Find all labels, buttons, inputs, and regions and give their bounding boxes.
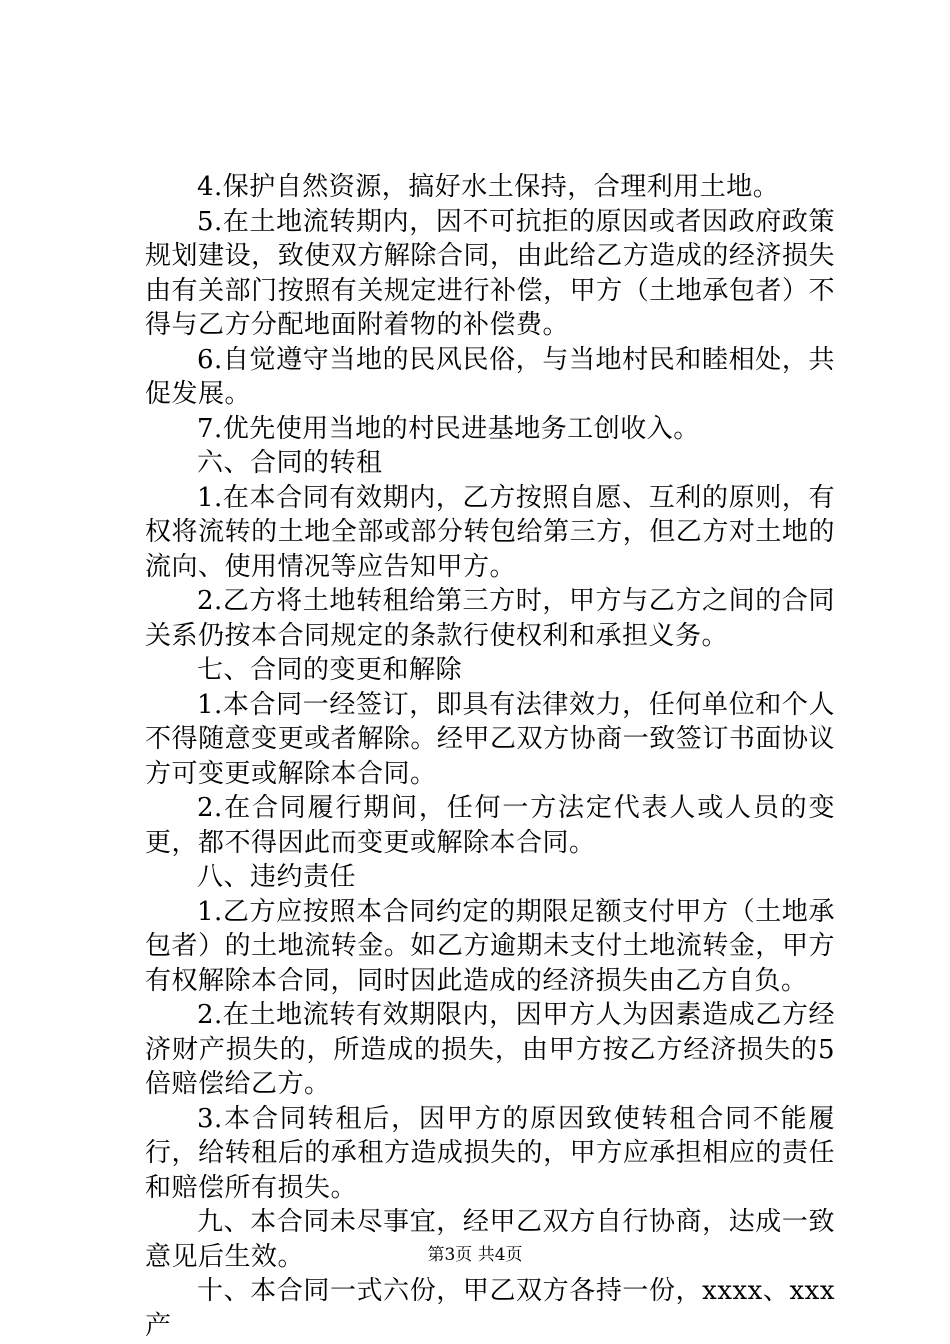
paragraph-breach-1: 1.乙方应按照本合同约定的期限足额支付甲方（土地承包者）的土地流转金。如乙方逾期未支付土地流转金，甲方有权解除本合同，同时因此造成的经济损失由乙方自负。	[145, 896, 835, 996]
paragraph-change-1: 1.本合同一经签订，即具有法律效力，任何单位和个人不得随意变更或者解除。经甲乙双方协商一致签订书面协议方可变更或解除本合同。	[145, 689, 835, 789]
document-body	[145, 170, 835, 1343]
paragraph-item-7: 7.优先使用当地的村民进基地务工创收入。	[197, 413, 700, 444]
paragraph-item-5: 5.在土地流转期内，因不可抗拒的原因或者因政府政策规划建设，致使双方解除合同，由此给乙方造成的经济损失由有关部门按照有关规定进行补偿，甲方（土地承包者）不得与乙方分配地面附着物的补偿费。	[145, 206, 835, 340]
paragraph-change-2: 2.在合同履行期间，任何一方法定代表人或人员的变更，都不得因此而变更或解除本合同。	[145, 793, 835, 858]
paragraph-breach-2: 2.在土地流转有效期限内，因甲方人为因素造成乙方经济财产损失的，所造成的损失，由甲方按乙方经济损失的5倍赔偿给乙方。	[145, 1000, 835, 1099]
section-heading-change-termination: 七、合同的变更和解除	[197, 655, 463, 685]
paragraph-breach-3: 3.本合同转租后，因甲方的原因致使转租合同不能履行，给转租后的承租方造成损失的，甲方应承担相应的责任和赔偿所有损失。	[145, 1103, 835, 1203]
section-nine: 九、本合同未尽事宜，经甲乙双方自行协商，达成一致意见后生效。	[145, 1207, 835, 1272]
paragraph-item-6: 6.自觉遵守当地的民风民俗，与当地村民和睦相处，共促发展。	[145, 344, 835, 409]
paragraph-sublease-2: 2.乙方将土地转租给第三方时，甲方与乙方之间的合同关系仍按本合同规定的条款行使权利和承担义务。	[145, 586, 835, 651]
section-heading-sublease: 六、合同的转租	[197, 448, 383, 478]
paragraph-sublease-1: 1.在本合同有效期内，乙方按照自愿、互利的原则，有权将流转的土地全部或部分转包给第三方，但乙方对土地的流向、使用情况等应告知甲方。	[145, 482, 835, 582]
paragraph-item-4: 4.保护自然资源，搞好水土保持，合理利用土地。	[197, 172, 780, 202]
page-number-footer: 第3页 共4页	[427, 1245, 523, 1265]
section-ten: 十、本合同一式六份，甲乙双方各持一份，xxxx、xxx产	[145, 1276, 835, 1341]
section-heading-breach: 八、违约责任	[197, 862, 357, 892]
